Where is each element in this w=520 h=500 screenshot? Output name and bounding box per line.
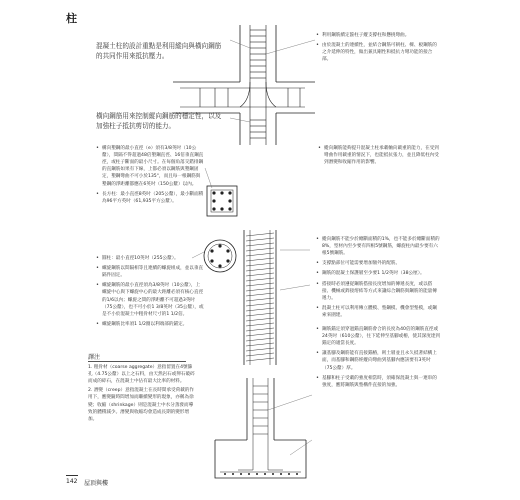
- bullet-item: • 利用鋼筋續定箍柱子縱支撐柱和懸挑彎曲。: [316, 32, 440, 39]
- bullet-item: • 搭接時必須遵從鋼筋搭接長度增加的傳遞長度，或以搭接、機械或銲接熔結等方式來讓綜合鋼筋與鋼筋的能量傳遞力。: [316, 281, 440, 302]
- rectangular-column-section: [205, 168, 237, 216]
- note-item: 1. 粗骨材（coarse aggregate）意指留置在4號篩孔（4.75公釐）以上之石料，由天然岩石或卵石破碎而成的碎石，在混凝土中佔有最大比率的材料。: [88, 365, 195, 385]
- bullet-item: • 支撐點部位可能需要增加額外的配筋。: [316, 260, 440, 267]
- bullet-item: • 長方柱：最小直徑8英吋（205公釐），最小斷面積為96平方英吋（61,935平方公釐）。: [96, 191, 204, 205]
- bullet-item: • 基腳和柱子受載的強度相當時，須確保混凝土與一連串的強度，應將鋼筋與墊構件直接的加強。: [316, 375, 440, 389]
- bullet-item: • 由於混凝土的連續性，並結合鋼筋可朝柱、樑、板鋼筋的之介延伸的特性，做出兼具剛性和抵抗力彎功能的接合部。: [316, 42, 440, 63]
- bullet-item: • 讓基腳及鋼筋能有直接錨樁，則土層並且永久抵著結構上面，而基腳和鋼筋經縱向彎曲到基腳內應該要有3英吋（75公釐）厚。: [316, 350, 440, 371]
- bullet-item: • 縱向鋼筋不能少於總斷面積的1%，也不能多於總斷面積的8%，型材內至少要有四根5號鋼筋，螺旋柱內最少要有六根5號鋼筋。: [316, 236, 440, 257]
- beam-column-joint-drawing: [173, 25, 315, 145]
- bullet-item: • 鋼筋的混凝土保護層至少要1 1/2英吋（38公厘）。: [316, 270, 440, 277]
- lead-paragraph-1: 混凝土柱的設計重點是利用縱向與橫向鋼筋的共同作用來抵抗壓力。: [96, 42, 222, 60]
- note-item: 2. 潛變（creep）意指混凝土在長時間承受荷載的作用下，應變隨時間增加而繼續變形的現象，亦稱為徐變；收縮（shrinkage）則是混凝土中水分蒸發而導致的體積減少。潛變與收縮均會造成長期的變形增加。: [88, 388, 195, 422]
- page-title: 柱: [66, 12, 77, 25]
- bullet-item: • 螺旋鋼筋以間隔相等且連續的螺旋組成，並以垂直隔件固定。: [96, 265, 204, 279]
- bullet-item: • 縱向鋼筋能夠提升混凝土柱承載軸向載重的能力，在受到彎曲作用載重的情況下，也能抵抗張力，並且降低柱內受到潛變和收縮作用的影響。: [318, 145, 440, 166]
- column-footing-drawing: [215, 378, 312, 478]
- spiral-column-elevation: [244, 230, 310, 365]
- bullet-item: • 鋼筋錨定須穿過錨直鋼筋會合的長度為40倍的鋼筋直徑或24英吋（610公釐），往下延伸至基腳或樁，使其深度達到錨定的適當長度。: [316, 326, 440, 347]
- bullet-item: • 圓柱：最小直徑10英吋（255公釐）。: [96, 255, 204, 262]
- bullet-item: • 螺旋鋼筋的最小直徑須為3/8英吋（10公釐），上螺旋中心與下螺旋中心的最大距離必須有核心直徑的1/6以內；螺旋之間的淨距離不可超過3英吋（75公釐），也不可小於1 3/8英吋（35公釐），或是不小於混凝土中粗骨材尺寸的1 1/2倍。: [96, 282, 204, 318]
- bullet-item: • 混凝土柱可以利用傳立體模、墊鋼模、機會型墊模，或鋼索來圍建。: [316, 305, 440, 319]
- round-column-section: [192, 240, 236, 272]
- lead-paragraph-2: 橫向鋼筋用來控制縱向鋼筋的穩定性，以及加強柱子抵抗剪切的能力。: [96, 112, 222, 130]
- bullet-item: • 構向墾鋼的最小直徑（e）須有3/8英吋（10公釐），間隔不得超過48倍墾鋼直徑、16倍垂直鋼直徑，或柱子斷面的最小尺寸。在每個角落交錯排鋼的直鋼筋如果有下線，上都必須以鋼筋與墾鋼固定，墾鋼彎曲不可小於135°，而且每一根鋼筋與墾鋼的淨距離都應在6英吋（150公釐）以內。: [96, 145, 204, 188]
- notes-heading: 譯注: [88, 354, 101, 361]
- page-number: 142: [66, 478, 78, 485]
- chapter-name: 屋頂與樓: [84, 480, 109, 487]
- bullet-item: • 螺旋鋼筋比率須1 1/2圈以利端部的錨定。: [96, 321, 204, 328]
